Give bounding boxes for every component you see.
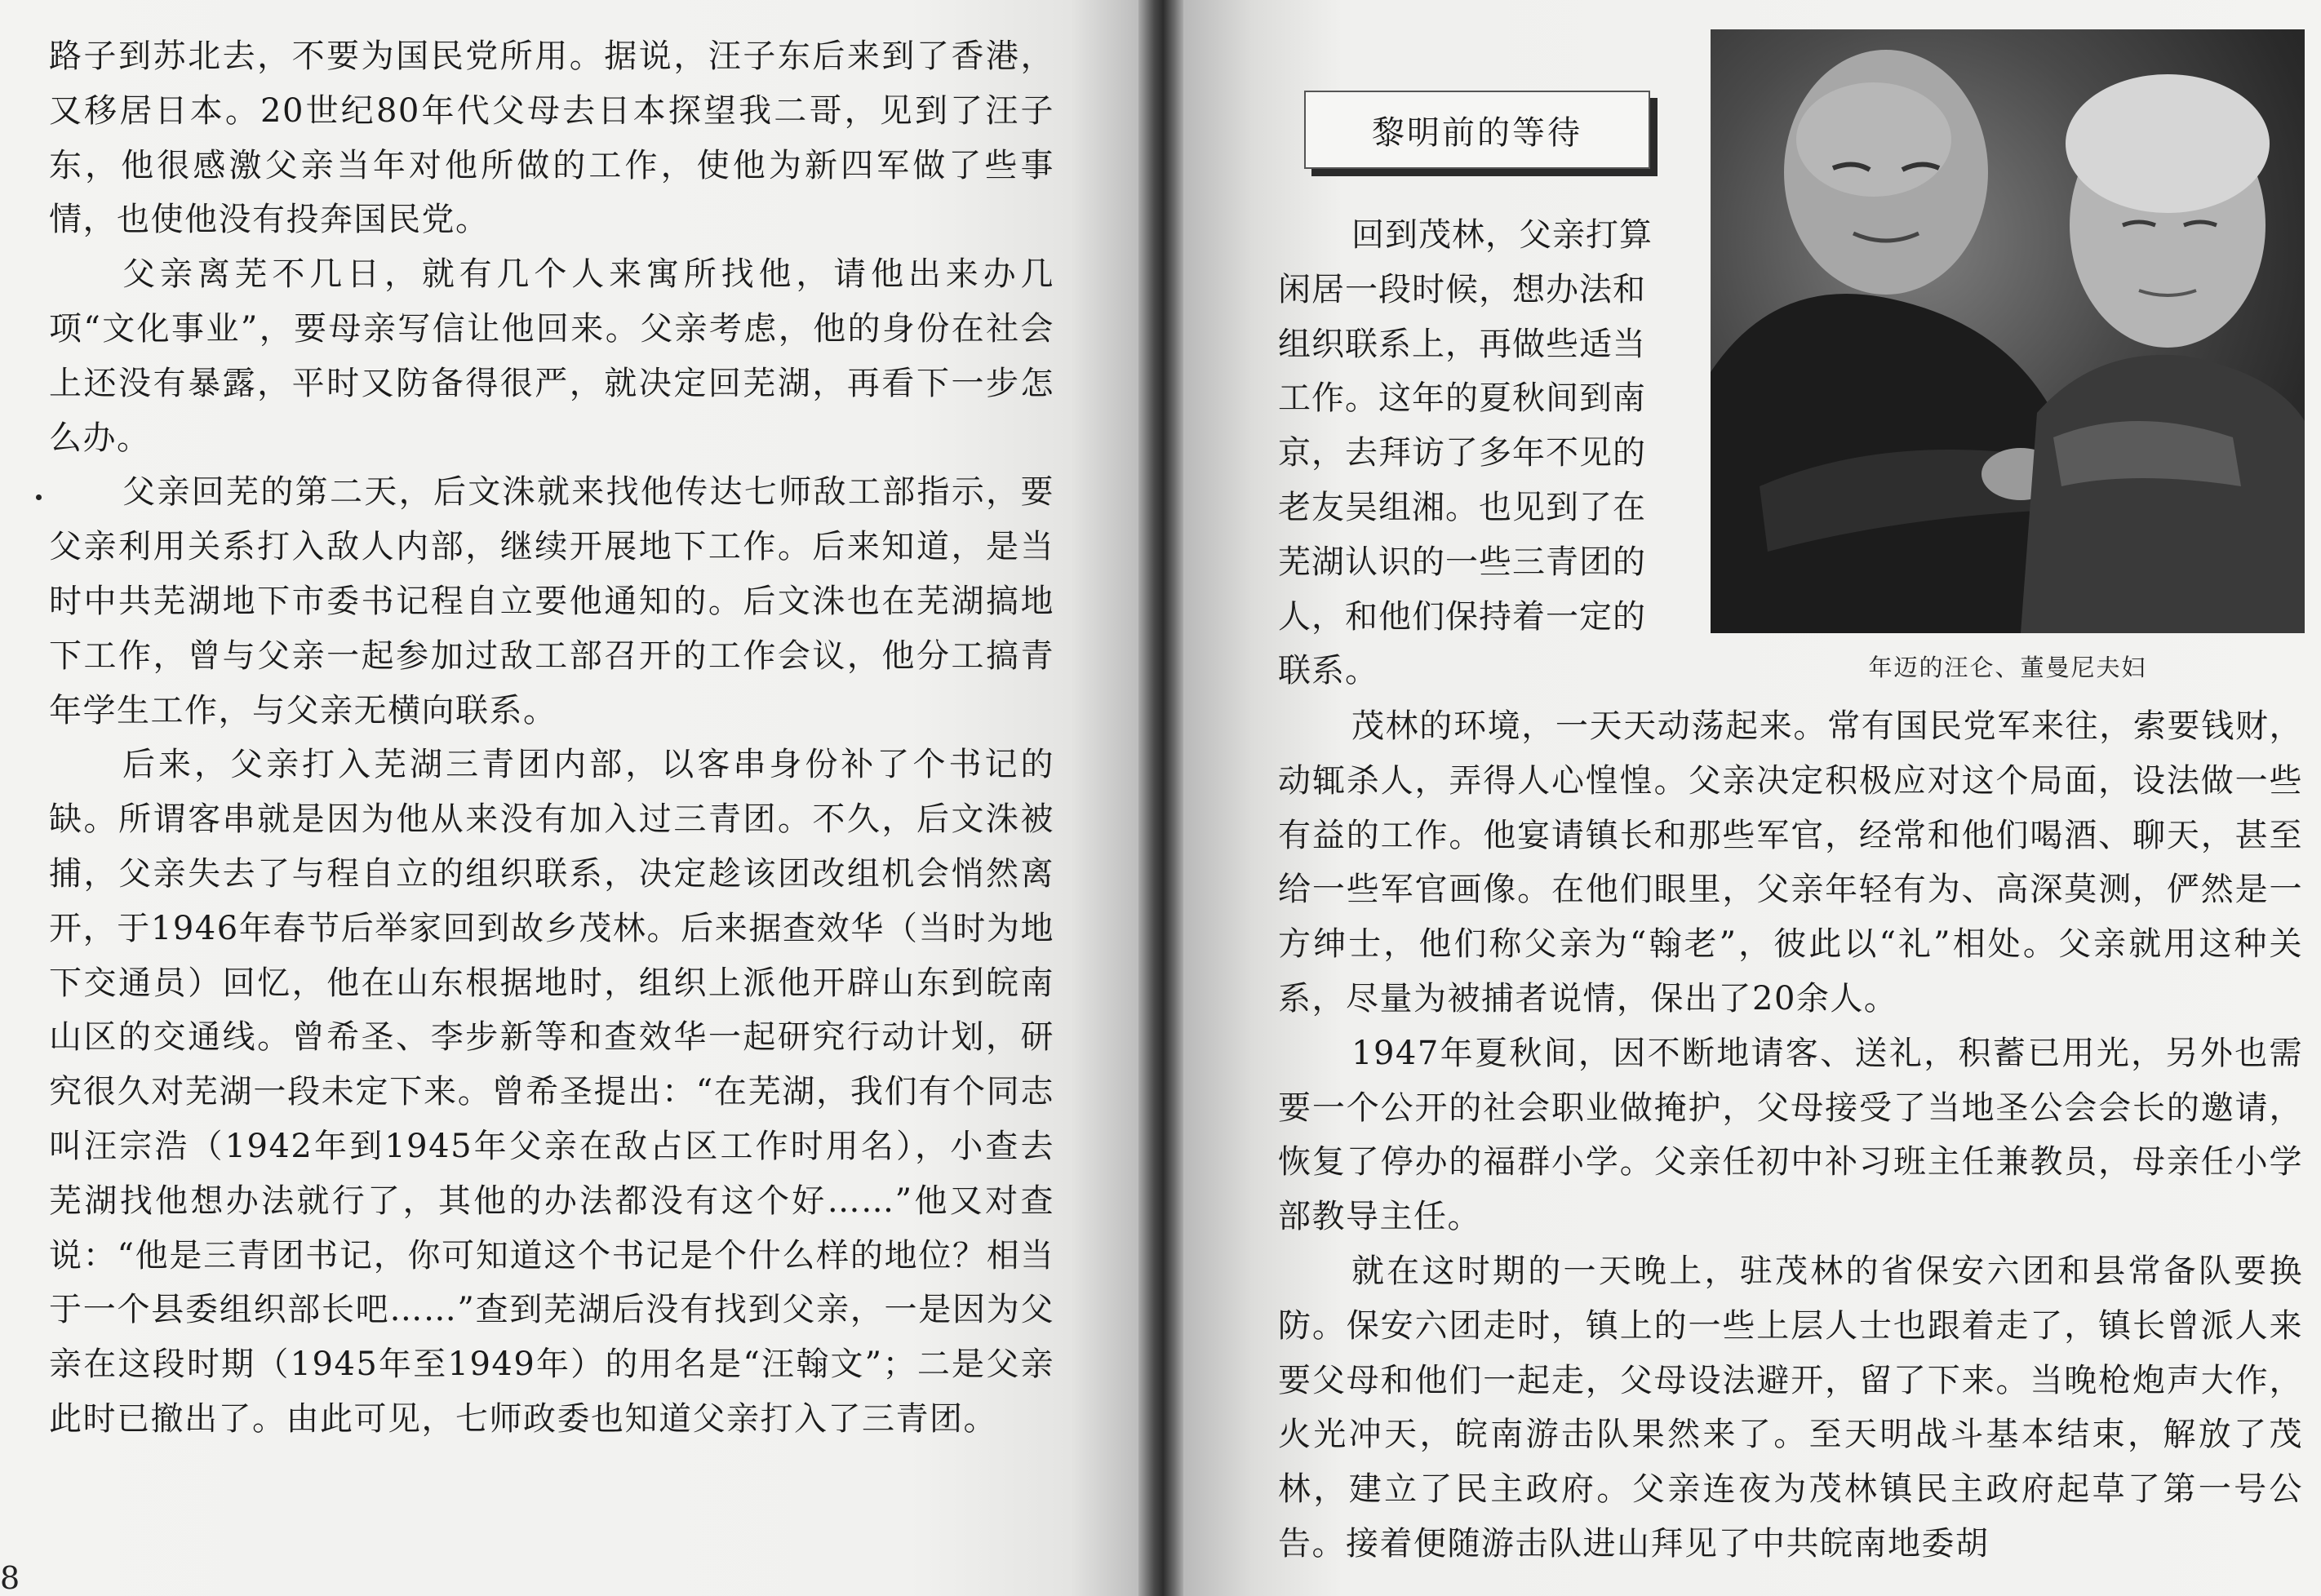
- text-line: 京，去拜访了多年不见的: [1278, 434, 1646, 472]
- paragraph: 茂林的环境，一天天动荡起来。常有国民党军来往，索要钱财，动辄杀人，弄得人心惶惶。父亲决定积极应对这个局面，设法做一些有益的工作。他宴请镇长和那些军官，经常和他们喝酒、聊天，甚至给一些军官画像。在他们眼里，父亲年轻有为、高深莫测，俨然是一方绅士，他们称父亲为“翰老”，彼此以“礼”相处。父亲就用这种关系，尽量为被捕者说情，保出了20余人。: [1278, 707, 2303, 1017]
- text-line: 工作。这年的夏秋间到南: [1278, 379, 1646, 418]
- page-number: 8: [0, 1560, 20, 1596]
- photo-caption: 年迈的汪仑、董曼尼夫妇: [1868, 654, 2147, 681]
- text-line: 闲居一段时候，想办法和: [1278, 270, 1646, 308]
- text-line: 联系。: [1278, 652, 1378, 690]
- text-line: 回到茂林，父亲打算: [1351, 216, 1653, 254]
- section-title: 黎明前的等待: [1304, 91, 1650, 169]
- paragraph: 父亲回芜的第二天，后文洙就来找他传达七师敌工部指示，要父亲利用关系打入敌人内部，继续开展地下工作。后来知道，是当时中共芜湖地下市委书记程自立要他通知的。后文洙也在芜湖搞地下工作，曾与父亲一起参加过敌工部召开的工作会议，他分工搞青年学生工作，与父亲无横向联系。: [49, 473, 1054, 729]
- text-line: 老友吴组湘。也见到了在: [1278, 488, 1646, 526]
- paragraph: 后来，父亲打入芜湖三青团内部，以客串身份补了个书记的缺。所谓客串就是因为他从来没有加入过三青团。不久，后文洙被捕，父亲失去了与程自立的组织联系，决定趁该团改组机会悄然离开，于1946年春节后举家回到故乡茂林。后来据查效华（当时为地下交通员）回忆，他在山东根据地时，组织上派他开辟山东到皖南山区的交通线。曾希圣、李步新等和查效华一起研究行动计划，研究很久对芜湖一段未定下来。曾希圣提出：“在芜湖，我们有个同志叫汪宗浩（1942年到1945年父亲在敌占区工作时用名），小查去芜湖找他想办法就行了，其他的办法都没有这个好……”他又对查说：“他是三青团书记，你可知道这个书记是个什么样的地位？相当于一个县委组织部长吧……”查到芜湖后没有找到父亲，一是因为父亲在这段时期（1945年至1949年）的用名是“汪翰文”；二是父亲此时已撤出了。由此可见，七师政委也知道父亲打入了三青团。: [49, 746, 1054, 1438]
- text-line: 人，和他们保持着一定的: [1278, 597, 1646, 636]
- book-gutter: [1138, 0, 1183, 1596]
- paragraph: 父亲离芜不几日，就有几个人来寓所找他，请他出来办几项“文化事业”，要母亲写信让他回来。父亲考虑，他的身份在社会上还没有暴露，平时又防备得很严，就决定回芜湖，再看下一步怎么办。: [49, 255, 1054, 457]
- ink-speck: [36, 494, 42, 500]
- text-line: 芜湖认识的一些三青团的: [1278, 543, 1646, 581]
- paragraph: 1947年夏秋间，因不断地请客、送礼，积蓄已用光，另外也需要一个公开的社会职业做掩护，父母接受了当地圣公会会长的邀请，恢复了停办的福群小学。父亲任初中补习班主任兼教员，母亲任小学部教导主任。: [1278, 1034, 2303, 1236]
- paragraph: 路子到苏北去，不要为国民党所用。据说，汪子东后来到了香港，又移居日本。20世纪80年代父母去日本探望我二哥，见到了汪子东，他很感激父亲当年对他所做的工作，使他为新四军做了些事情，也使他没有投奔国民党。: [49, 38, 1054, 239]
- left-page: [0, 0, 1138, 1596]
- text-beside-photo: [1278, 208, 1686, 698]
- paragraph: 就在这时期的一天晚上，驻茂林的省保安六团和县常备队要换防。保安六团走时，镇上的一些上层人士也跟着走了，镇长曾派人来要父母和他们一起走，父母设法避开，留了下来。当晚枪炮声大作，火光冲天，皖南游击队果然来了。至天明战斗基本结束，解放了茂林，建立了民主政府。父亲连夜为茂林镇民主政府起草了第一号公告。接着便随游击队进山拜见了中共皖南地委胡: [1278, 1252, 2303, 1563]
- left-page-body: [49, 29, 1054, 1447]
- text-line: 组织联系上，再做些适当: [1278, 325, 1646, 363]
- photo-elderly-couple: [1711, 29, 2305, 633]
- right-page-body: [1278, 699, 2303, 1572]
